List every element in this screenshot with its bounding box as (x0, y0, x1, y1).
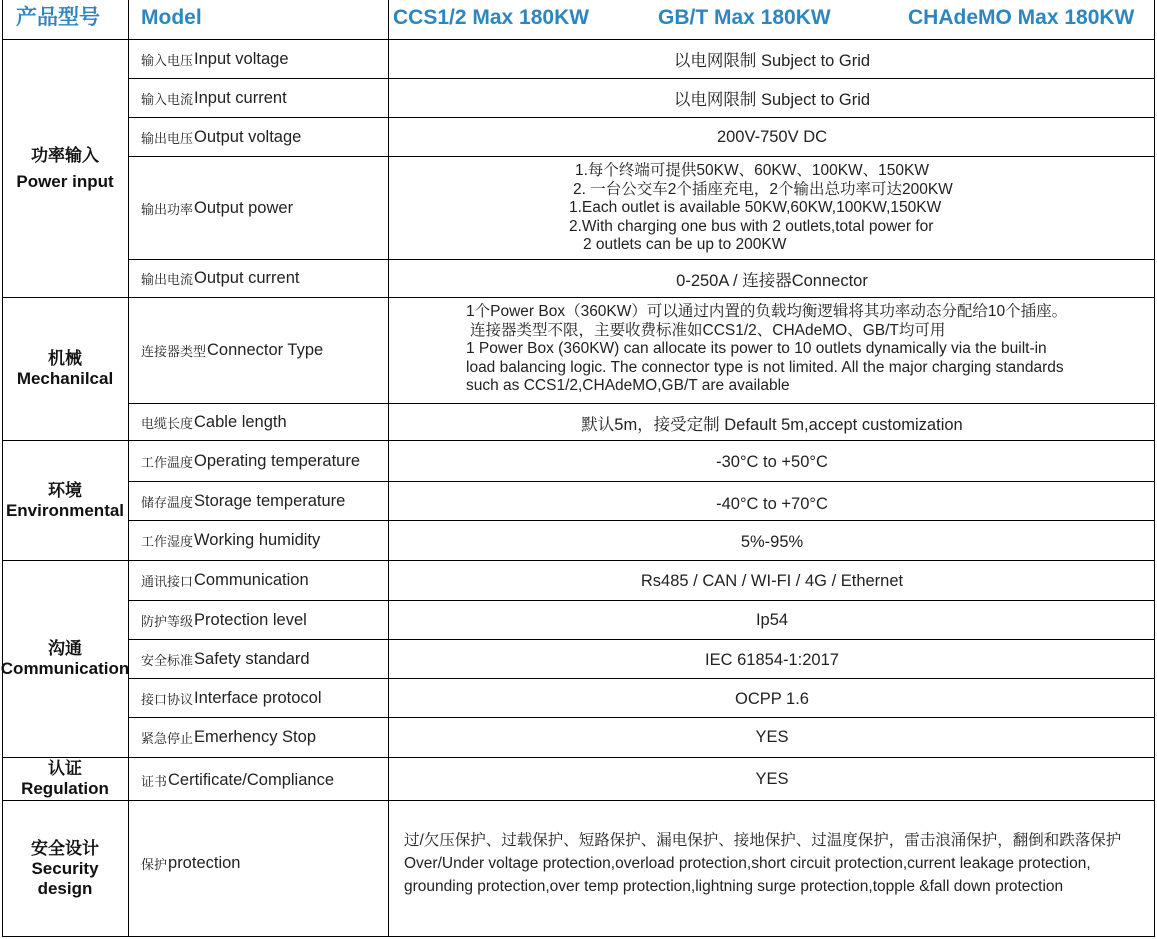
category-zh: 沟通 (48, 639, 82, 658)
value-line: such as CCS1/2,CHAdeMO,GB/T are available (466, 377, 790, 394)
value-protection-level: Ip54 (755, 610, 789, 629)
value-line: 1 Power Box (360KW) can allocate its power to 10 outlets dynamically via the built-in (466, 340, 1047, 357)
category-security-design (2, 801, 128, 936)
param-zh: 输出电压 (141, 130, 194, 146)
value-line: 1.每个终端可提供50KW、60KW、100KW、150KW (575, 162, 930, 179)
model-label-en: Model (141, 6, 202, 29)
category-en: Environmental (5, 500, 125, 520)
param-output-power (141, 157, 389, 259)
model-label-zh: 产品型号 (16, 6, 100, 29)
category-en: Mechanilcal (16, 369, 114, 388)
param-en: protection (168, 853, 241, 872)
value-line: 过/欠压保护、过载保护、短路保护、漏电保护、接地保护、过温度保护，雷击浪涌保护，翻倒和跌落保护 (404, 832, 1122, 849)
param-zh: 输入电流 (141, 91, 194, 107)
param-en: Interface protocol (194, 688, 322, 707)
param-operating-temperature (141, 441, 389, 481)
param-certificate (141, 759, 389, 801)
value-input-current: 以电网限制 Subject to Grid (673, 91, 871, 109)
category-en: Communication (0, 659, 130, 678)
category-zh: 功率输入 (31, 145, 99, 165)
param-en: Input voltage (194, 49, 289, 68)
param-zh: 连接器类型 (141, 344, 207, 359)
param-communication (141, 561, 389, 600)
param-zh: 紧急停止 (141, 731, 194, 746)
param-output-current (141, 260, 389, 297)
param-protection-level (141, 601, 389, 639)
header-chademo: CHAdeMO Max 180KW (908, 6, 1135, 29)
param-input-voltage (141, 40, 389, 78)
value-line: 连接器类型不限，主要收费标准如CCS1/2、CHAdeMO、GB/T均可用 (470, 321, 946, 339)
param-en: Operating temperature (194, 451, 361, 470)
category-zh: 环境 (48, 480, 82, 500)
border-cat (128, 0, 129, 937)
value-protection (404, 829, 1121, 898)
category-communication (2, 561, 128, 757)
header-ccs: CCS1/2 Max 180KW (393, 6, 590, 29)
param-zh: 电缆长度 (141, 415, 194, 431)
value-line: 1个Power Box（360KW）可以通过内置的负载均衡逻辑将其功率动态分配给10个插座。 (466, 303, 1068, 320)
param-connector-type (141, 298, 389, 403)
value-cable-length: 默认5m，接受定制 Default 5m,accept customization (581, 416, 963, 434)
param-zh: 工作温度 (141, 454, 194, 470)
value-output-power (569, 162, 953, 255)
value-emergency-stop: YES (755, 728, 789, 746)
value-certificate: YES (755, 769, 789, 788)
value-interface-protocol: OCPP 1.6 (735, 689, 809, 708)
value-line: 2.With charging one bus with 2 outlets,total power for (569, 217, 934, 235)
category-regulation (2, 758, 128, 800)
value-input-voltage: 以电网限制 Subject to Grid (673, 52, 871, 70)
table-header (2, 0, 1155, 39)
category-zh: 机械 (48, 349, 82, 368)
param-zh: 防护等级 (141, 613, 194, 629)
param-en: Output voltage (194, 127, 302, 146)
value-line: Over/Under voltage protection,overload protection,short circuit protection,current leakage protection, (404, 855, 1091, 872)
value-connector-type (466, 303, 1067, 396)
param-working-humidity (141, 521, 389, 560)
param-zh: 保护 (141, 856, 168, 872)
value-operating-temperature: -30°C to +50°C (716, 452, 828, 471)
spec-table (2, 0, 1155, 937)
rule (2, 936, 1155, 937)
param-en: Connector Type (207, 341, 324, 359)
value-output-current: 0-250A / 连接器Connector (676, 271, 868, 290)
param-interface-protocol (141, 679, 389, 717)
param-en: Input current (194, 88, 287, 107)
param-zh: 接口协议 (141, 691, 194, 707)
param-storage-temperature (141, 482, 389, 520)
param-zh: 储存温度 (141, 494, 194, 510)
category-zh: 安全设计 (31, 838, 99, 858)
param-zh: 输入电压 (141, 52, 194, 68)
param-en: Output power (194, 198, 294, 217)
param-en: Certificate/Compliance (168, 770, 334, 789)
value-output-voltage: 200V-750V DC (716, 127, 828, 146)
param-zh: 通讯接口 (141, 574, 194, 589)
param-en: Communication (194, 571, 309, 589)
param-en: Cable length (194, 412, 287, 431)
param-en: Protection level (194, 610, 307, 629)
param-en: Working humidity (194, 531, 321, 549)
category-mechanical (2, 298, 128, 440)
value-safety-standard: IEC 61854-1:2017 (705, 650, 839, 669)
category-zh: 认证 (48, 759, 82, 778)
param-en: Emerhency Stop (194, 728, 316, 746)
value-line: 2 outlets can be up to 200KW (583, 236, 787, 253)
param-zh: 输出功率 (141, 201, 194, 217)
value-working-humidity: 5%-95% (740, 533, 804, 551)
param-zh: 安全标准 (141, 652, 194, 668)
param-input-current (141, 79, 389, 117)
param-output-voltage (141, 118, 389, 156)
category-power-input (2, 40, 128, 297)
category-environmental (2, 441, 128, 560)
category-en: Power input (16, 171, 114, 191)
value-line: grounding protection,over temp protection,lightning surge protection,topple &fall down protection (404, 878, 1064, 895)
param-safety-standard (141, 640, 389, 678)
param-zh: 证书 (141, 773, 168, 789)
value-communication: Rs485 / CAN / WI-FI / 4G / Ethernet (640, 572, 904, 590)
param-en: Safety standard (194, 649, 310, 668)
param-en: Storage temperature (194, 491, 346, 510)
value-line: 1.Each outlet is available 50KW,60KW,100KW,150KW (569, 199, 942, 216)
param-zh: 输出电流 (141, 272, 194, 287)
value-storage-temperature: -40°C to +70°C (716, 494, 828, 513)
header-gbt: GB/T Max 180KW (658, 6, 831, 29)
value-line: 2. 一台公交车2个插座充电，2个输出总功率可达200KW (573, 180, 953, 198)
value-line: load balancing logic. The connector type is not limited. All the major charging standards (466, 358, 1064, 376)
param-cable-length (141, 404, 389, 440)
param-zh: 工作湿度 (141, 534, 194, 549)
category-en: Security design (31, 858, 99, 898)
param-emergency-stop (141, 718, 389, 757)
category-en: Regulation (21, 779, 109, 798)
param-protection (141, 801, 389, 925)
param-en: Output current (194, 269, 300, 287)
